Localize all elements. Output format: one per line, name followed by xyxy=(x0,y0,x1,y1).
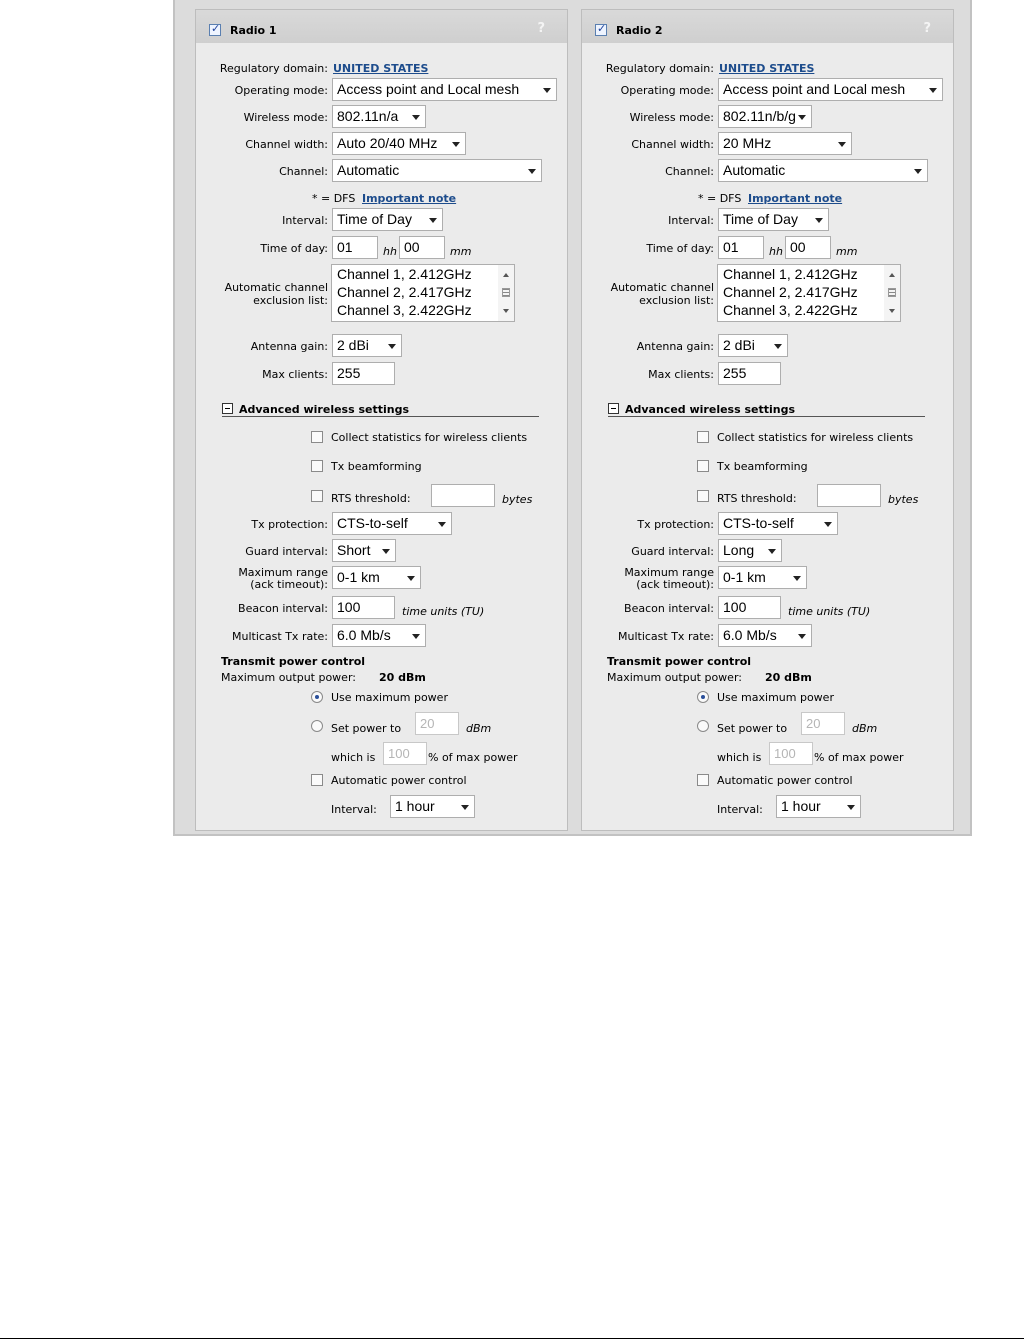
interval-label: Interval: xyxy=(668,214,714,227)
collect-stats-checkbox[interactable] xyxy=(697,431,709,443)
transmit-power-title: Transmit power control xyxy=(607,655,752,668)
chevron-down-icon xyxy=(824,522,832,527)
time-hh-input[interactable]: 01 xyxy=(718,236,764,259)
radio-panel-header xyxy=(196,10,567,43)
multicast-rate-label: Multicast Tx rate: xyxy=(232,630,328,643)
tx-protection-select[interactable] xyxy=(332,512,452,535)
channel-width-value: 20 MHz xyxy=(723,135,772,151)
radio-title: Radio 2 xyxy=(616,24,663,37)
mm-unit: mm xyxy=(450,245,472,258)
beacon-interval-label: Beacon interval: xyxy=(238,602,328,615)
scrollbar[interactable] xyxy=(498,265,514,321)
max-clients-input[interactable]: 255 xyxy=(718,362,781,385)
auto-interval-select[interactable] xyxy=(390,795,475,818)
channel-label: Channel: xyxy=(279,165,328,178)
list-item[interactable]: Channel 1, 2.412GHz xyxy=(337,266,472,282)
chevron-down-icon xyxy=(798,634,806,639)
chevron-down-icon xyxy=(407,576,415,581)
guard-interval-value: Short xyxy=(337,542,371,558)
which-is-label: which is xyxy=(717,751,762,764)
scroll-thumb-icon[interactable] xyxy=(888,288,896,297)
set-power-input[interactable]: 20 xyxy=(415,712,459,735)
set-power-label: Set power to xyxy=(331,722,402,735)
scrollbar[interactable] xyxy=(884,265,900,321)
interval-select[interactable] xyxy=(718,208,829,231)
tx-protection-label: Tx protection: xyxy=(251,518,328,531)
beacon-interval-input[interactable]: 100 xyxy=(332,596,395,619)
radio-panel-1 xyxy=(195,9,568,831)
chevron-down-icon xyxy=(528,169,536,174)
max-range-label-2: (ack timeout): xyxy=(250,578,328,591)
max-output-label: Maximum output power: xyxy=(607,671,742,684)
set-power-radio[interactable] xyxy=(697,720,709,732)
antenna-gain-label: Antenna gain: xyxy=(250,340,328,353)
antenna-gain-select[interactable] xyxy=(718,334,788,357)
advanced-settings-title[interactable]: Advanced wireless settings xyxy=(625,403,796,416)
max-clients-label: Max clients: xyxy=(262,368,328,381)
radio-panel-header xyxy=(582,10,953,43)
rts-threshold-label: RTS threshold: xyxy=(331,492,411,505)
exclusion-label-2: exclusion list: xyxy=(253,294,328,307)
collect-stats-checkbox[interactable] xyxy=(311,431,323,443)
guard-interval-select[interactable] xyxy=(718,539,782,562)
collect-stats-label: Collect statistics for wireless clients xyxy=(331,431,528,444)
chevron-down-icon xyxy=(382,549,390,554)
antenna-gain-label: Antenna gain: xyxy=(636,340,714,353)
radio-title: Radio 1 xyxy=(230,24,277,37)
max-clients-label: Max clients: xyxy=(648,368,714,381)
section-divider xyxy=(222,416,539,417)
rts-threshold-checkbox[interactable] xyxy=(697,490,709,502)
chevron-down-icon xyxy=(847,805,855,810)
antenna-gain-select[interactable] xyxy=(332,334,402,357)
set-power-label: Set power to xyxy=(717,722,788,735)
channel-exclusion-list[interactable] xyxy=(717,264,901,322)
auto-power-checkbox[interactable] xyxy=(311,774,323,786)
max-range-value: 0-1 km xyxy=(337,569,380,585)
channel-select[interactable] xyxy=(332,159,542,182)
chevron-down-icon xyxy=(798,115,806,120)
wireless-mode-select[interactable] xyxy=(332,105,426,128)
tx-beamforming-label: Tx beamforming xyxy=(331,460,422,473)
help-icon[interactable]: ? xyxy=(923,21,931,36)
time-mm-input[interactable]: 00 xyxy=(785,236,831,259)
auto-power-label: Automatic power control xyxy=(331,774,467,787)
exclusion-label-1: Automatic channel xyxy=(610,281,714,294)
chevron-down-icon xyxy=(438,522,446,527)
radio-panel-2 xyxy=(581,9,954,831)
scroll-thumb-icon[interactable] xyxy=(502,288,510,297)
rts-threshold-input[interactable] xyxy=(817,484,881,507)
beacon-interval-input[interactable]: 100 xyxy=(718,596,781,619)
which-is-label: which is xyxy=(331,751,376,764)
guard-interval-select[interactable] xyxy=(332,539,396,562)
channel-width-select[interactable] xyxy=(718,132,852,155)
multicast-rate-select[interactable] xyxy=(718,624,812,647)
regulatory-domain-link[interactable]: UNITED STATES xyxy=(333,62,429,75)
list-item[interactable]: Channel 2, 2.417GHz xyxy=(723,284,858,300)
rts-threshold-checkbox[interactable] xyxy=(311,490,323,502)
tx-protection-value: CTS-to-self xyxy=(723,515,794,531)
dfs-legend: * = DFS xyxy=(698,192,742,205)
wireless-mode-label: Wireless mode: xyxy=(243,111,328,124)
auto-power-checkbox[interactable] xyxy=(697,774,709,786)
time-of-day-label: Time of day: xyxy=(646,242,714,255)
max-range-label-1: Maximum range xyxy=(238,566,328,579)
exclusion-label-1: Automatic channel xyxy=(224,281,328,294)
multicast-rate-label: Multicast Tx rate: xyxy=(618,630,714,643)
chevron-down-icon xyxy=(838,142,846,147)
percent-label: % of max power xyxy=(814,751,904,764)
max-range-label-1: Maximum range xyxy=(624,566,714,579)
guard-interval-label: Guard interval: xyxy=(631,545,714,558)
interval-value: Time of Day xyxy=(723,211,798,227)
tx-beamforming-checkbox[interactable] xyxy=(697,460,709,472)
chevron-down-icon xyxy=(412,115,420,120)
radio-settings-frame xyxy=(173,0,972,836)
help-icon[interactable]: ? xyxy=(537,21,545,36)
important-note-link[interactable]: Important note xyxy=(362,192,457,205)
channel-width-value: Auto 20/40 MHz xyxy=(337,135,438,151)
rts-threshold-label: RTS threshold: xyxy=(717,492,797,505)
tx-protection-label: Tx protection: xyxy=(637,518,714,531)
operating-mode-value: Access point and Local mesh xyxy=(723,81,906,97)
page-bottom-rule xyxy=(0,1338,1024,1339)
guard-interval-value: Long xyxy=(723,542,755,558)
channel-label: Channel: xyxy=(665,165,714,178)
chevron-down-icon xyxy=(412,634,420,639)
wireless-mode-label: Wireless mode: xyxy=(629,111,714,124)
use-max-power-radio[interactable] xyxy=(697,691,709,703)
chevron-down-icon xyxy=(452,142,460,147)
time-units-label: time units (TU) xyxy=(788,605,871,618)
exclusion-label-2: exclusion list: xyxy=(639,294,714,307)
scroll-down-icon[interactable] xyxy=(889,309,895,313)
channel-width-label: Channel width: xyxy=(245,138,328,151)
antenna-gain-value: 2 dBi xyxy=(337,337,369,353)
bytes-unit: bytes xyxy=(888,493,919,506)
channel-select[interactable] xyxy=(718,159,928,182)
dfs-legend: * = DFS xyxy=(312,192,356,205)
channel-value: Automatic xyxy=(337,162,400,178)
chevron-down-icon xyxy=(768,549,776,554)
auto-interval-value: 1 hour xyxy=(395,798,435,814)
dbm-unit: dBm xyxy=(852,722,878,735)
radio-enable-checkbox[interactable] xyxy=(595,24,607,36)
list-item[interactable]: Channel 2, 2.417GHz xyxy=(337,284,472,300)
use-max-power-label: Use maximum power xyxy=(331,691,448,704)
channel-exclusion-list[interactable] xyxy=(331,264,515,322)
use-max-power-label: Use maximum power xyxy=(717,691,834,704)
antenna-gain-value: 2 dBi xyxy=(723,337,755,353)
auto-interval-label: Interval: xyxy=(331,803,377,816)
chevron-down-icon xyxy=(774,344,782,349)
auto-interval-label: Interval: xyxy=(717,803,763,816)
time-mm-input[interactable]: 00 xyxy=(399,236,445,259)
list-item[interactable]: Channel 3, 2.422GHz xyxy=(337,302,472,318)
hh-unit: hh xyxy=(769,245,783,258)
section-divider xyxy=(608,416,925,417)
max-output-value: 20 dBm xyxy=(765,671,812,684)
max-range-value: 0-1 km xyxy=(723,569,766,585)
chevron-down-icon xyxy=(914,169,922,174)
percent-input[interactable]: 100 xyxy=(769,742,813,765)
channel-width-label: Channel width: xyxy=(631,138,714,151)
tx-beamforming-checkbox[interactable] xyxy=(311,460,323,472)
collapse-icon[interactable] xyxy=(608,403,619,414)
hh-unit: hh xyxy=(383,245,397,258)
chevron-down-icon xyxy=(929,88,937,93)
operating-mode-value: Access point and Local mesh xyxy=(337,81,520,97)
guard-interval-label: Guard interval: xyxy=(245,545,328,558)
time-units-label: time units (TU) xyxy=(402,605,485,618)
wireless-mode-value: 802.11n/a xyxy=(337,108,399,124)
scroll-up-icon[interactable] xyxy=(503,273,509,277)
auto-power-label: Automatic power control xyxy=(717,774,853,787)
time-hh-input[interactable]: 01 xyxy=(332,236,378,259)
max-range-select[interactable] xyxy=(718,566,807,589)
chevron-down-icon xyxy=(429,218,437,223)
mm-unit: mm xyxy=(836,245,858,258)
collapse-icon[interactable] xyxy=(222,403,233,414)
max-output-value: 20 dBm xyxy=(379,671,426,684)
tx-beamforming-label: Tx beamforming xyxy=(717,460,808,473)
operating-mode-label: Operating mode: xyxy=(234,84,328,97)
max-clients-input[interactable]: 255 xyxy=(332,362,395,385)
regulatory-domain-link[interactable]: UNITED STATES xyxy=(719,62,815,75)
scroll-down-icon[interactable] xyxy=(503,309,509,313)
max-output-label: Maximum output power: xyxy=(221,671,356,684)
percent-input[interactable]: 100 xyxy=(383,742,427,765)
chevron-down-icon xyxy=(815,218,823,223)
transmit-power-title: Transmit power control xyxy=(221,655,366,668)
percent-label: % of max power xyxy=(428,751,518,764)
list-item[interactable]: Channel 1, 2.412GHz xyxy=(723,266,858,282)
time-of-day-label: Time of day: xyxy=(260,242,328,255)
bytes-unit: bytes xyxy=(502,493,533,506)
operating-mode-label: Operating mode: xyxy=(620,84,714,97)
list-item[interactable]: Channel 3, 2.422GHz xyxy=(723,302,858,318)
rts-threshold-input[interactable] xyxy=(431,484,495,507)
multicast-rate-select[interactable] xyxy=(332,624,426,647)
chevron-down-icon xyxy=(793,576,801,581)
scroll-up-icon[interactable] xyxy=(889,273,895,277)
wireless-mode-value: 802.11n/b/g xyxy=(723,108,796,124)
tx-protection-value: CTS-to-self xyxy=(337,515,408,531)
tx-protection-select[interactable] xyxy=(718,512,838,535)
operating-mode-select[interactable] xyxy=(718,78,943,101)
auto-interval-value: 1 hour xyxy=(781,798,821,814)
operating-mode-select[interactable] xyxy=(332,78,557,101)
interval-select[interactable] xyxy=(332,208,443,231)
wireless-mode-select[interactable] xyxy=(718,105,812,128)
collect-stats-label: Collect statistics for wireless clients xyxy=(717,431,914,444)
max-range-select[interactable] xyxy=(332,566,421,589)
chevron-down-icon xyxy=(388,344,396,349)
multicast-rate-value: 6.0 Mb/s xyxy=(723,627,777,643)
important-note-link[interactable]: Important note xyxy=(748,192,843,205)
dbm-unit: dBm xyxy=(466,722,492,735)
advanced-settings-title[interactable]: Advanced wireless settings xyxy=(239,403,410,416)
regulatory-domain-label: Regulatory domain: xyxy=(605,62,714,75)
max-range-label-2: (ack timeout): xyxy=(636,578,714,591)
auto-interval-select[interactable] xyxy=(776,795,861,818)
radio-enable-checkbox[interactable] xyxy=(209,24,221,36)
channel-value: Automatic xyxy=(723,162,786,178)
multicast-rate-value: 6.0 Mb/s xyxy=(337,627,391,643)
set-power-input[interactable]: 20 xyxy=(801,712,845,735)
chevron-down-icon xyxy=(461,805,469,810)
interval-label: Interval: xyxy=(282,214,328,227)
beacon-interval-label: Beacon interval: xyxy=(624,602,714,615)
use-max-power-radio[interactable] xyxy=(311,691,323,703)
interval-value: Time of Day xyxy=(337,211,412,227)
channel-width-select[interactable] xyxy=(332,132,466,155)
chevron-down-icon xyxy=(543,88,551,93)
set-power-radio[interactable] xyxy=(311,720,323,732)
regulatory-domain-label: Regulatory domain: xyxy=(219,62,328,75)
